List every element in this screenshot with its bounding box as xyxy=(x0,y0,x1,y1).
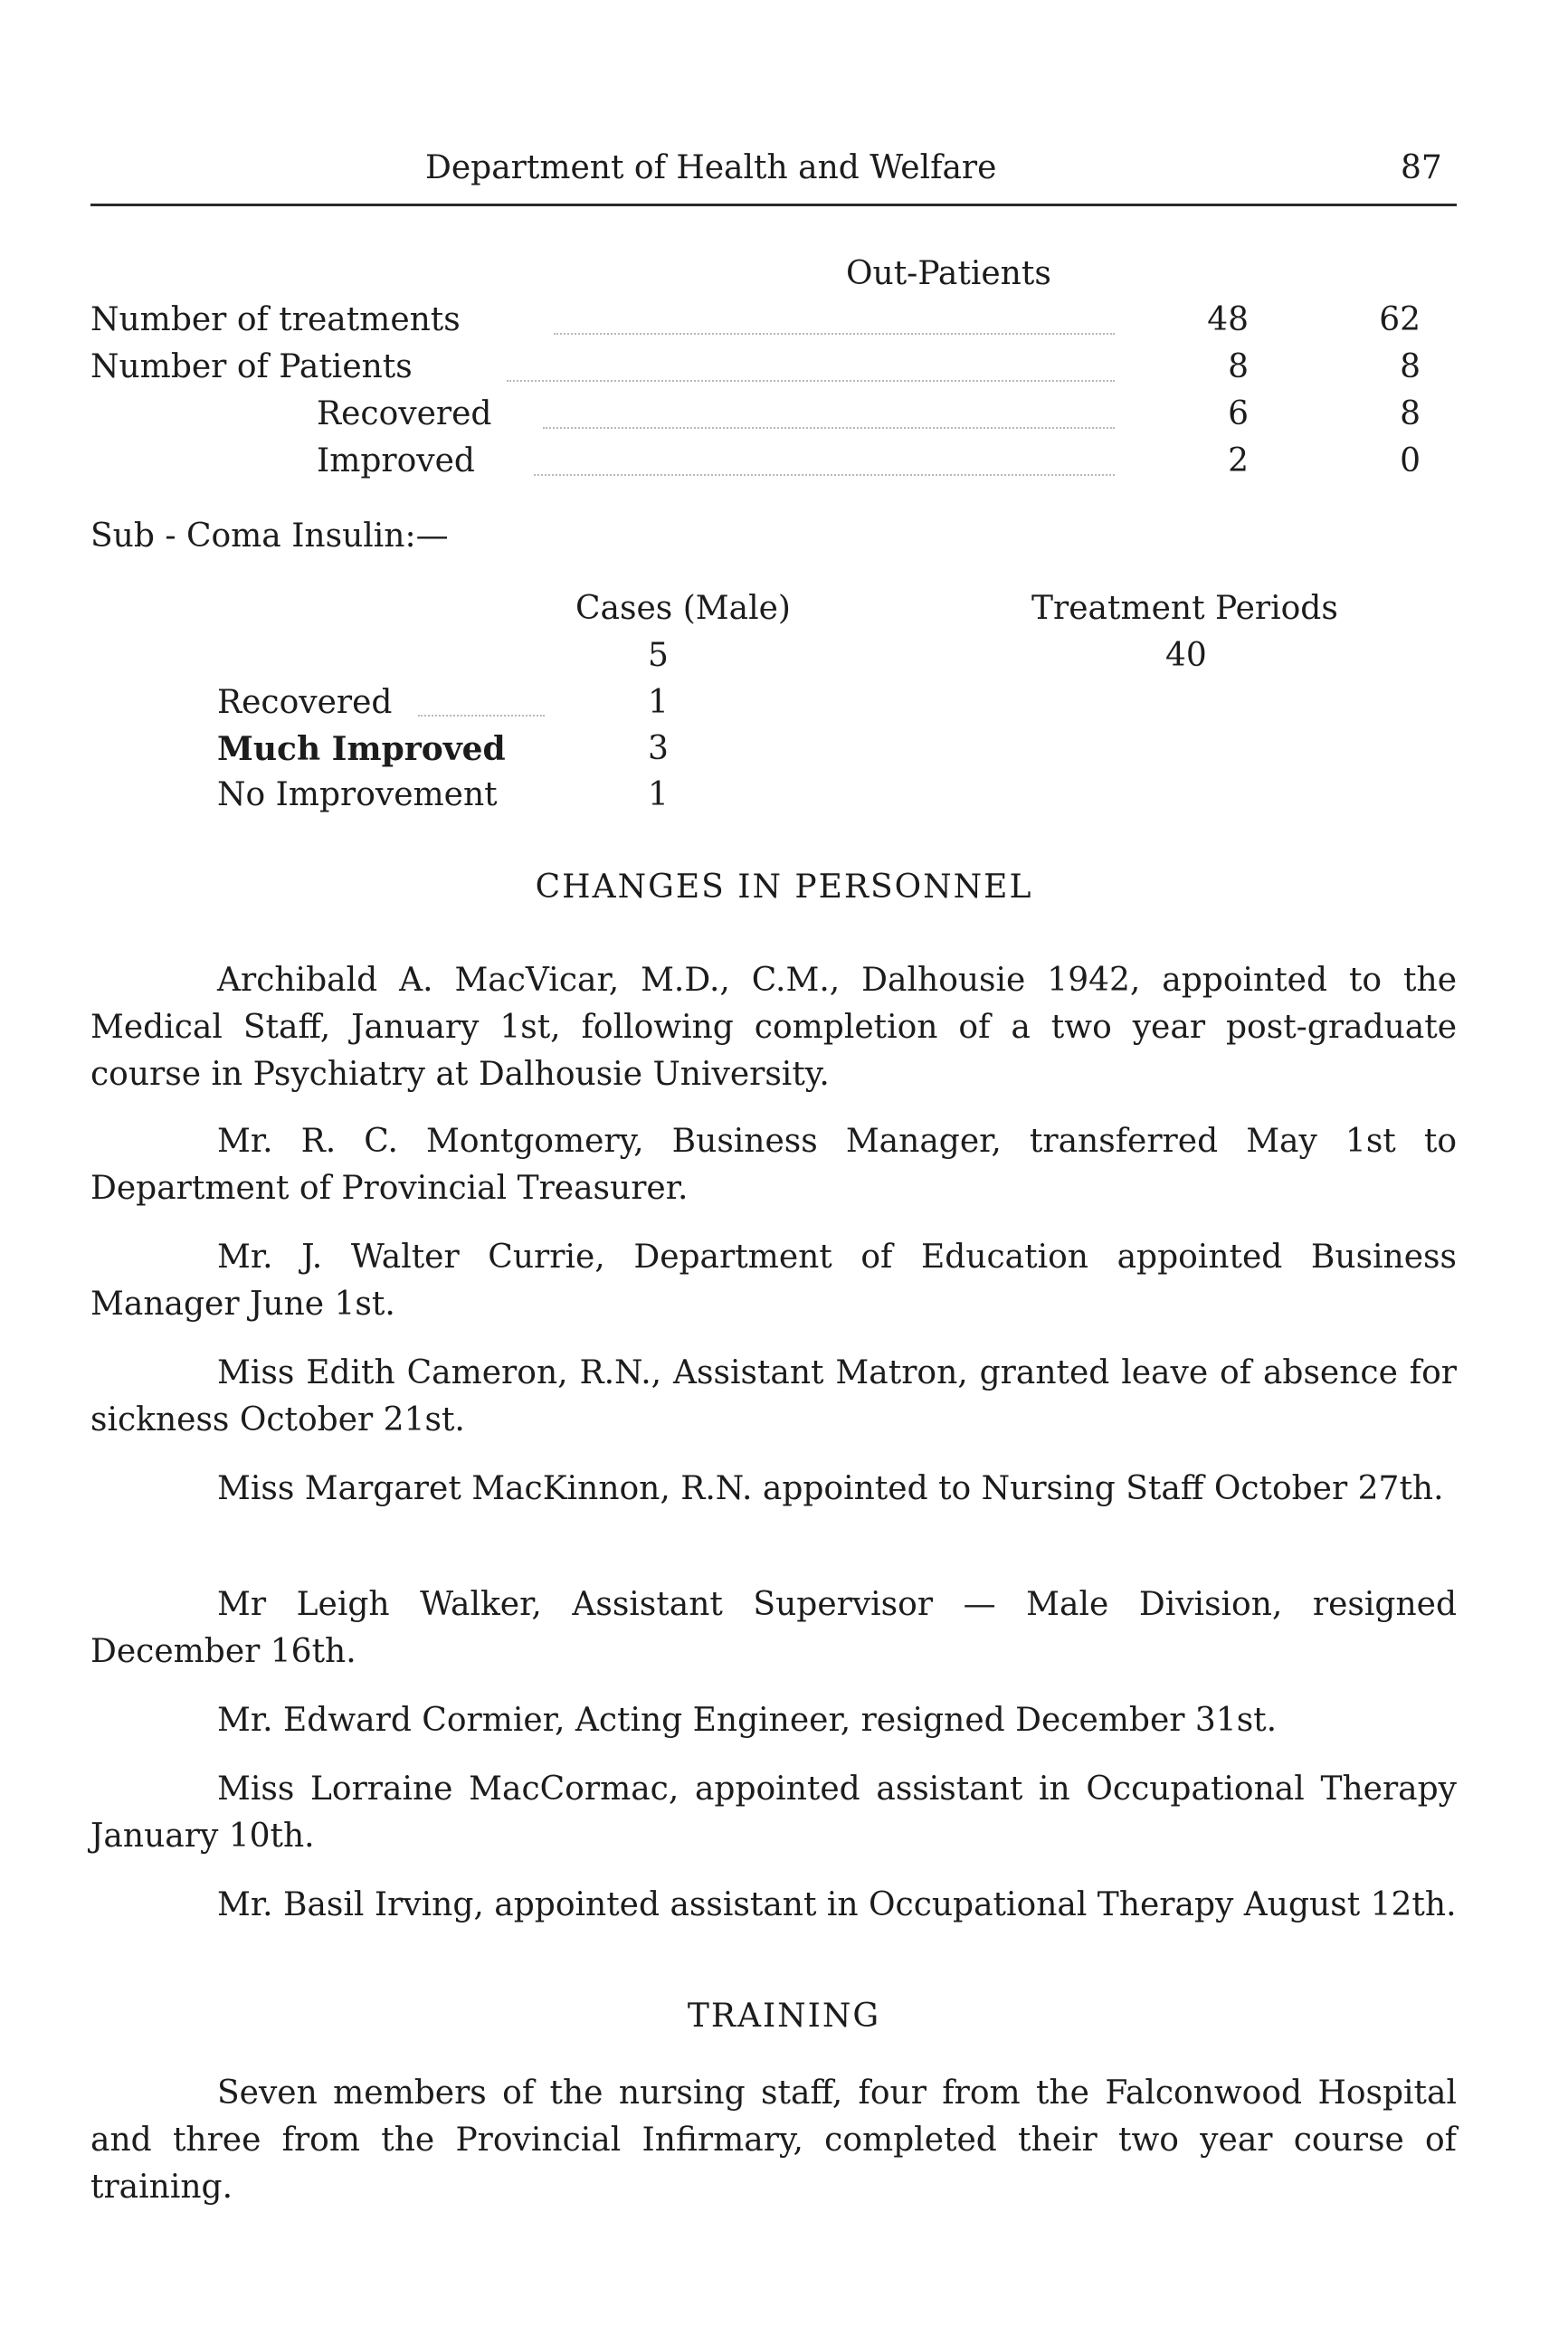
out-patients-value-a: 6 xyxy=(1228,395,1249,432)
out-patients-value-a: 8 xyxy=(1228,348,1249,385)
dot-leader xyxy=(534,474,1115,476)
out-patients-row-label: Recovered xyxy=(317,395,492,432)
out-patients-value-b: 0 xyxy=(1400,442,1421,479)
training-heading: TRAINING xyxy=(687,1998,881,2035)
sub-coma-row-label: Much Improved xyxy=(217,730,506,768)
out-patients-value-a: 2 xyxy=(1228,442,1249,479)
sub-coma-row-value: 1 xyxy=(648,684,669,721)
personnel-paragraph: Mr. R. C. Montgomery, Business Manager, transferred May 1st to Department of Provincial Treasurer. xyxy=(90,1123,1457,1207)
out-patients-value-b: 8 xyxy=(1400,348,1421,385)
sub-coma-row-value: 1 xyxy=(648,776,669,813)
out-patients-row-label: Number of Patients xyxy=(90,348,413,385)
sub-coma-title: Sub - Coma Insulin:— xyxy=(90,517,449,555)
header-rule xyxy=(90,204,1457,206)
personnel-paragraph: Mr. J. Walter Currie, Department of Education appointed Business Manager June 1st. xyxy=(90,1239,1457,1323)
dot-leader xyxy=(507,380,1115,382)
running-header-title: Department of Health and Welfare xyxy=(425,149,997,186)
dot-leader xyxy=(418,715,545,717)
personnel-paragraph: Miss Edith Cameron, R.N., Assistant Matron, granted leave of absence for sickness October 21st. xyxy=(90,1354,1457,1438)
page-number: 87 xyxy=(1401,149,1442,186)
periods-column-header: Treatment Periods xyxy=(1031,590,1338,627)
total-periods: 40 xyxy=(1165,637,1207,674)
personnel-paragraph: Miss Lorraine MacCormac, appointed assistant in Occupational Therapy January 10th. xyxy=(90,1771,1457,1855)
out-patients-value-b: 62 xyxy=(1379,301,1421,338)
personnel-paragraph: Archibald A. MacVicar, M.D., C.M., Dalhousie 1942, appointed to the Medical Staff, January 1st, following completion of a two year post-graduate course in Psychiatry at Dalhousie University. xyxy=(90,962,1457,1093)
dot-leader xyxy=(543,427,1115,429)
out-patients-value-b: 8 xyxy=(1400,395,1421,432)
out-patients-row-label: Improved xyxy=(317,442,475,479)
total-cases: 5 xyxy=(648,637,669,674)
out-patients-value-a: 48 xyxy=(1207,301,1249,338)
out-patients-row-label: Number of treatments xyxy=(90,301,461,338)
personnel-heading: CHANGES IN PERSONNEL xyxy=(535,869,1033,906)
personnel-paragraph: Mr. Basil Irving, appointed assistant in Occupational Therapy August 12th. xyxy=(217,1886,1457,1923)
cases-column-header: Cases (Male) xyxy=(575,590,791,627)
sub-coma-row-label: Recovered xyxy=(217,684,393,721)
out-patients-title: Out-Patients xyxy=(846,255,1051,292)
sub-coma-row-label: No Improvement xyxy=(217,776,498,813)
personnel-paragraph: Mr Leigh Walker, Assistant Supervisor — Male Division, resigned December 16th. xyxy=(90,1586,1457,1670)
personnel-paragraph: Mr. Edward Cormier, Acting Engineer, resigned December 31st. xyxy=(217,1702,1278,1739)
training-paragraph: Seven members of the nursing staff, four from the Falconwood Hospital and three from the Provincial Infirmary, completed their two year course of training. xyxy=(90,2074,1457,2206)
sub-coma-row-value: 3 xyxy=(648,730,669,767)
dot-leader xyxy=(554,333,1115,335)
personnel-paragraph: Miss Margaret MacKinnon, R.N. appointed to Nursing Staff October 27th. xyxy=(217,1470,1444,1507)
